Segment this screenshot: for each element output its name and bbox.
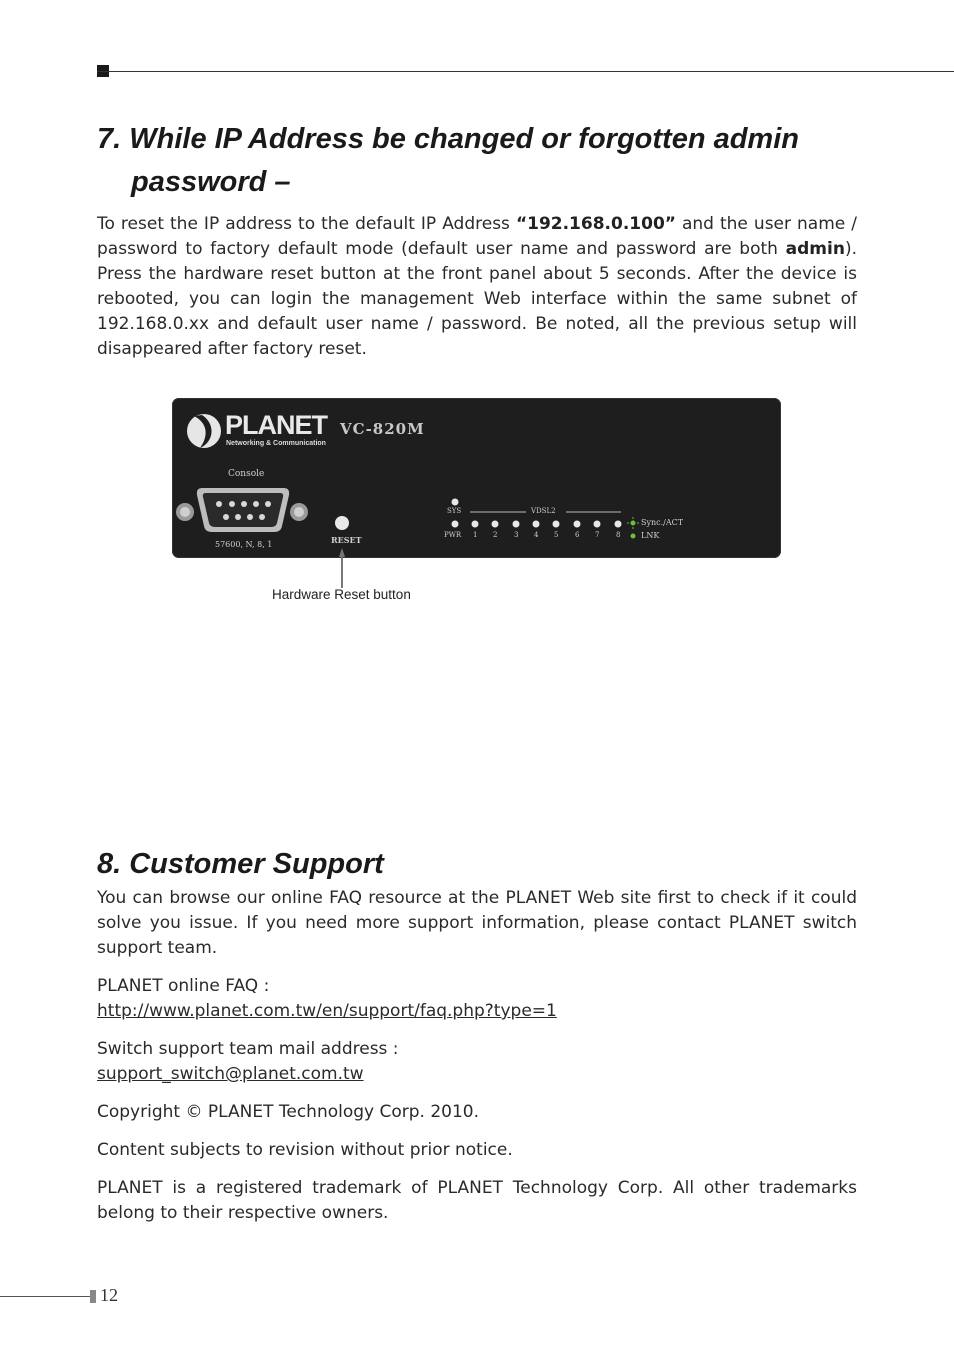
planet-logo-icon — [187, 414, 221, 448]
port-label: 6 — [575, 531, 580, 539]
section-7-heading-line1: 7. While IP Address be changed or forgotten admin — [97, 123, 799, 155]
section-7-heading-line2: password – — [131, 166, 291, 198]
copyright-text: Copyright © PLANET Technology Corp. 2010. — [97, 1102, 480, 1122]
faq-block — [97, 974, 857, 1024]
trademark-text: PLANET is a registered trademark of PLANET Technology Corp. All other trademarks belong to their respective owners. — [97, 1178, 857, 1223]
faq-link[interactable]: http://www.planet.com.tw/en/support/faq.php?type=1 — [97, 1001, 557, 1021]
device-front-panel — [172, 398, 781, 558]
reset-instructions-paragraph — [97, 212, 857, 362]
section-7-heading — [97, 118, 857, 204]
reset-text-c: ). Press the hardware reset button at the front panel about 5 seconds. After the device is rebooted, you can login the management Web interface within the same subnet of 192.168.0.xx and default user name / password. Be noted, all the previous setup will disappeared after factory reset. — [97, 239, 857, 359]
default-ip: “192.168.0.100” — [515, 214, 676, 234]
support-mail-link[interactable]: support_switch@planet.com.tw — [97, 1064, 364, 1084]
mail-label: Switch support team mail address : — [97, 1039, 399, 1059]
reset-text-a: To reset the IP address to the default IP Address — [97, 214, 516, 234]
device-brand-sub: Networking & Communication — [226, 440, 326, 447]
port-label: 7 — [595, 531, 600, 539]
reset-button-caption: Hardware Reset button — [272, 587, 411, 602]
console-label: Console — [228, 469, 265, 479]
device-model: VC-820M — [340, 420, 425, 438]
reset-label: RESET — [331, 535, 362, 545]
port-label: 2 — [493, 531, 498, 539]
console-port-icon — [176, 488, 308, 532]
port-label: 1 — [473, 531, 478, 539]
sync-act-label: Sync./ACT — [641, 518, 684, 527]
footer-rule — [0, 1296, 92, 1297]
port-label: 8 — [616, 531, 621, 539]
pwr-label: PWR — [444, 531, 462, 539]
footer-mark — [90, 1290, 96, 1303]
lnk-label: LNK — [641, 531, 660, 540]
vdsl-label: VDSL2 — [531, 507, 556, 515]
lnk-led-icon — [631, 534, 636, 539]
support-intro-paragraph: You can browse our online FAQ resource at the PLANET Web site first to check if it could solve you issue. If you need more support information, please contact PLANET switch support team. — [97, 888, 857, 958]
reset-pointer-arrow-icon — [339, 548, 345, 588]
page-number: 12 — [100, 1285, 118, 1305]
faq-label: PLANET online FAQ : — [97, 976, 270, 996]
sys-label: SYS — [447, 507, 462, 515]
header-rule — [97, 71, 954, 72]
reset-button-icon — [335, 516, 349, 530]
section-8-heading: 8. Customer Support — [97, 848, 384, 880]
mail-block — [97, 1037, 857, 1087]
device-brand: PLANET — [225, 410, 327, 440]
baud-label: 57600, N, 8, 1 — [215, 540, 273, 549]
default-admin: admin — [785, 239, 845, 259]
revision-text: Content subjects to revision without prior notice. — [97, 1140, 513, 1160]
reset-text-b: and the user name / password to factory default mode (default user name and password are both — [97, 214, 857, 259]
sync-act-led-icon — [627, 517, 639, 529]
port-label: 5 — [554, 531, 559, 539]
port-label: 3 — [514, 531, 519, 539]
port-label: 4 — [534, 531, 539, 539]
